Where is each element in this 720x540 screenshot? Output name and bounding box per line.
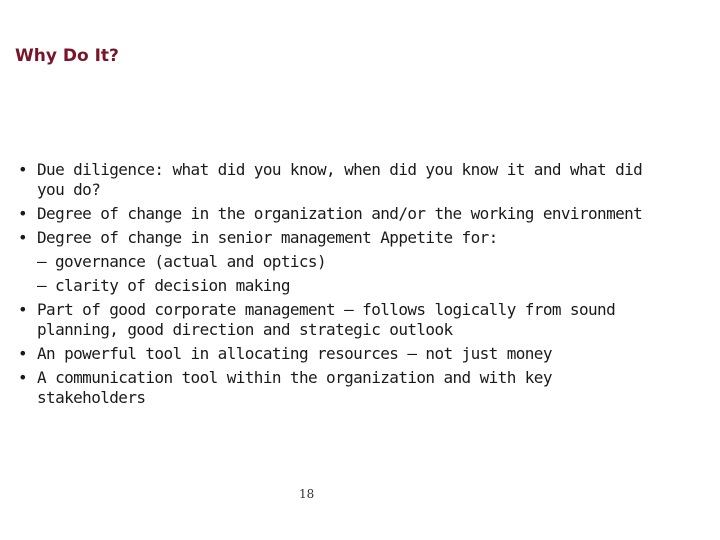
slide-title: Why Do It?	[15, 46, 119, 66]
bullet-text: A communication tool within the organization and with key stakeholders	[37, 368, 552, 407]
sub-bullet-text: governance (actual and optics)	[55, 252, 326, 271]
sub-bullet-item	[18, 252, 658, 272]
sub-bullet-item	[18, 276, 658, 296]
bullet-text: Part of good corporate management – follows logically from sound planning, good direction and strategic outlook	[37, 300, 616, 339]
sub-bullet-marker: –	[37, 276, 47, 295]
page-number: 18	[299, 487, 315, 501]
bullet-list	[18, 160, 658, 412]
bullet-marker: •	[18, 160, 28, 179]
bullet-marker: •	[18, 204, 28, 223]
bullet-text: Degree of change in senior management Appetite for:	[37, 228, 498, 247]
bullet-marker: •	[18, 300, 28, 319]
bullet-marker: •	[18, 344, 28, 363]
bullet-item	[18, 204, 658, 224]
bullet-item	[18, 160, 658, 200]
bullet-marker: •	[18, 368, 28, 387]
sub-bullet-text: clarity of decision making	[55, 276, 290, 295]
bullet-text: Due diligence: what did you know, when did you know it and what did you do?	[37, 160, 643, 199]
bullet-item	[18, 300, 658, 340]
bullet-text: Degree of change in the organization and/or the working environment	[37, 204, 643, 223]
bullet-text: An powerful tool in allocating resources – not just money	[37, 344, 552, 363]
bullet-item	[18, 368, 658, 408]
bullet-item	[18, 344, 658, 364]
bullet-item	[18, 228, 658, 248]
sub-bullet-marker: –	[37, 252, 47, 271]
bullet-marker: •	[18, 228, 28, 247]
